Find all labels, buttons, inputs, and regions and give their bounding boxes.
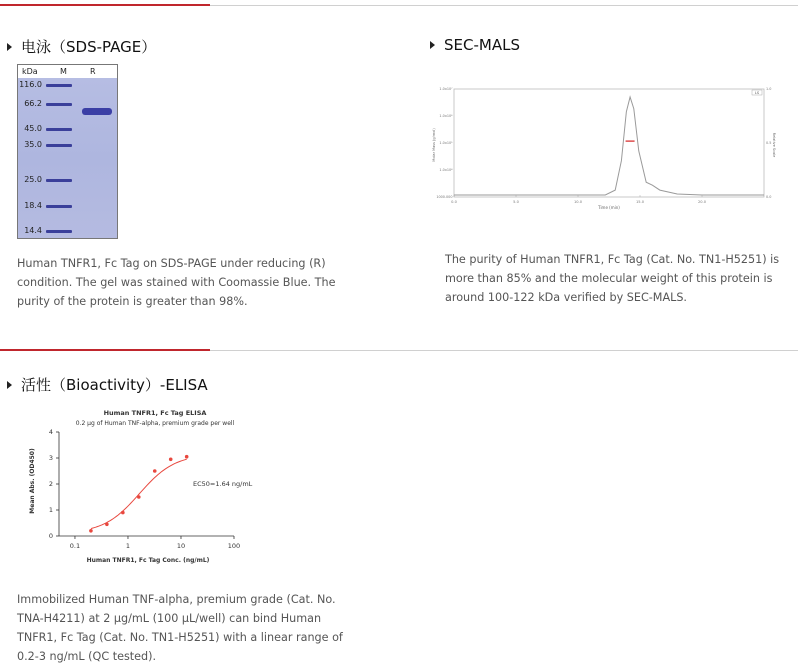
triangle-bullet-icon (430, 41, 435, 49)
elisa-y-tick-label: 4 (48, 428, 53, 437)
marker-label: 116.0 (19, 80, 42, 89)
marker-label: 25.0 (24, 175, 42, 184)
elisa-data-point (169, 458, 173, 462)
sample-band-r (82, 108, 112, 115)
elisa-title-text: 活性（Bioactivity）-ELISA (21, 376, 208, 394)
elisa-x-tick-label: 100 (227, 542, 241, 550)
sds-page-gel-image (17, 64, 118, 239)
sec-mals-title (430, 36, 520, 54)
gel-header-r: R (90, 67, 96, 76)
elisa-y-tick-label: 1 (48, 506, 53, 515)
elisa-x-tick-label: 10 (176, 542, 186, 550)
gel-body (18, 78, 117, 239)
sec-y2label: Relative Scale (772, 132, 776, 158)
gel-header (18, 65, 117, 79)
elisa-x-tick-label: 1 (125, 542, 131, 550)
sec-xlabel: Time (min) (598, 205, 620, 210)
triangle-bullet-icon (7, 381, 12, 389)
sec-mals-title-text: SEC-MALS (444, 36, 520, 54)
elisa-chart-subtitle: 0.2 μg of Human TNF-alpha, premium grade per well (75, 420, 235, 427)
sec-y2-tick-label: 1.0 (766, 87, 772, 92)
sec-x-tick-label: 10.0 (573, 200, 583, 204)
elisa-marks (89, 455, 188, 533)
elisa-y-tick-label: 2 (48, 480, 53, 489)
marker-band (46, 128, 72, 131)
sec-y-tick-label: 1000.000 (436, 195, 453, 200)
elisa-chart-title: Human TNFR1, Fc Tag ELISA (103, 409, 207, 417)
sec-mals-caption: The purity of Human TNFR1, Fc Tag (Cat. No. TN1-H5251) is more than 85% and the molecular weight of this protein is around 100-122 kDa verified by SEC-MALS. (445, 253, 780, 304)
sec-y-tick-label: 1.0x10⁷ (439, 87, 453, 92)
sec-x-tick-label: 15.0 (635, 200, 645, 204)
sec-x-tick-label: 5.0 (513, 200, 519, 204)
elisa-y-tick-label: 0 (48, 532, 53, 541)
elisa-chart (20, 405, 320, 570)
marker-label: 66.2 (24, 99, 42, 108)
elisa-ylabel: Mean Abs. (OD450) (29, 448, 36, 514)
top-accent-bar (0, 4, 210, 6)
sec-plot-frame (454, 89, 764, 197)
sec-x-tick-label: 0.0 (451, 200, 457, 204)
elisa-xlabel: Human TNFR1, Fc Tag Conc. (ng/mL) (86, 557, 210, 564)
gel-header-m: M (60, 67, 67, 76)
elisa-y-tick-label: 3 (48, 454, 53, 463)
marker-band (46, 205, 72, 208)
marker-label: 18.4 (24, 201, 42, 210)
sds-page-title (7, 36, 156, 57)
elisa-fit-curve (91, 459, 187, 528)
marker-label: 14.4 (24, 226, 42, 235)
sec-y2-tick-label: 0.0 (766, 195, 772, 200)
sds-page-title-text: 电泳（SDS-PAGE） (21, 38, 157, 56)
elisa-data-point (89, 529, 93, 533)
elisa-title (7, 374, 208, 395)
elisa-annotation: EC50=1.64 ng/mL (193, 480, 253, 488)
sec-y2-tick-label: 0.5 (766, 141, 772, 146)
elisa-data-point (185, 455, 189, 459)
elisa-x-tick-label: 0.1 (69, 542, 81, 550)
sec-y-tick-label: 1.0x10⁶ (439, 114, 453, 119)
marker-band (46, 179, 72, 182)
sec-x-tick-label: 20.0 (697, 200, 707, 204)
gel-header-kda: kDa (22, 67, 38, 76)
elisa-data-point (105, 523, 109, 527)
sec-ylabel: Molar Mass (g/mol) (432, 128, 436, 162)
elisa-axes (49, 428, 240, 550)
sec-mals-chart (425, 85, 780, 215)
sec-y-tick-label: 1.0x10⁴ (439, 168, 453, 173)
elisa-data-point (121, 511, 125, 515)
elisa-data-point (137, 495, 141, 499)
elisa-caption: Immobilized Human TNF-alpha, premium grade (Cat. No. TNA-H4211) at 2 μg/mL (100 μL/well) can bind Human TNFR1, Fc Tag (Cat. No. TN1-H5251) with a linear range of 0.2-3 ng/mL (QC tested). (17, 593, 343, 663)
triangle-bullet-icon (7, 43, 12, 51)
marker-band (46, 230, 72, 233)
sec-y-tick-label: 1.0x10⁵ (439, 141, 453, 146)
sec-legend: LS (754, 91, 760, 95)
marker-band (46, 84, 72, 87)
marker-label: 45.0 (24, 124, 42, 133)
middle-accent-bar (0, 349, 210, 351)
sds-page-caption: Human TNFR1, Fc Tag on SDS-PAGE under reducing (R) condition. The gel was stained with Coomassie Blue. The purity of the protein is greater than 98%. (17, 257, 336, 308)
marker-band (46, 144, 72, 147)
marker-band (46, 103, 72, 106)
elisa-data-point (153, 469, 157, 473)
marker-label: 35.0 (24, 140, 42, 149)
